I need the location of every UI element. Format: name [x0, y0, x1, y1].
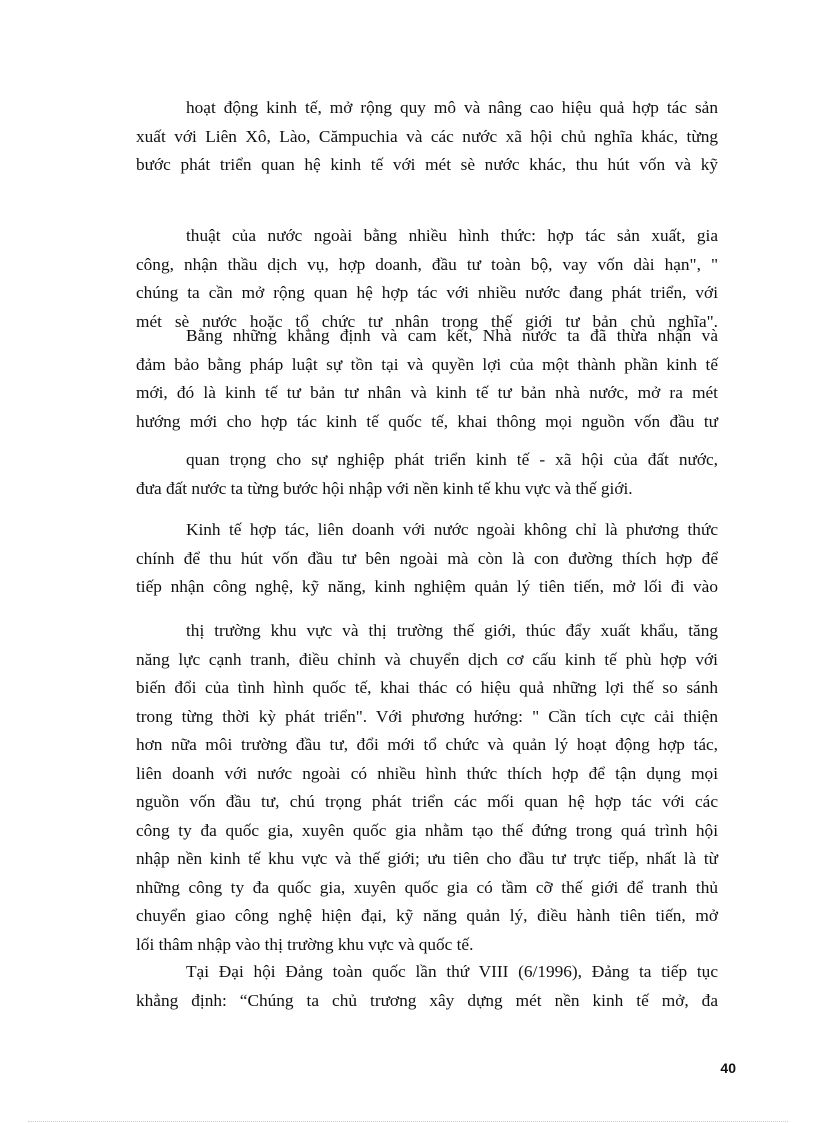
text-line: công, nhận thầu dịch vụ, hợp doanh, đầu tư toàn bộ, vay vốn dài hạn", " [136, 254, 718, 274]
text-line: thị trường khu vực và thị trường thế giới, thúc đẩy xuất khẩu, tăng [186, 621, 718, 640]
text-line: đưa đất nước ta từng bước hội nhập với nền kinh tế khu vực và thế giới. [136, 478, 633, 498]
text-line: liên doanh với nước ngoài có nhiều hình thức thích hợp để tận dụng mọi [136, 763, 718, 783]
text-line: mét sè nước hoặc tổ chức tư nhân trong thế giới tư bản chủ nghĩa". [136, 311, 718, 331]
text-line: Kinh tế hợp tác, liên doanh với nước ngoài không chỉ là phương thức [186, 520, 718, 539]
text-line: Bằng những khẳng định và cam kết, Nhà nước ta đã thừa nhận và [186, 326, 718, 345]
text-line: hướng mới cho hợp tác kinh tế quốc tế, khai thông mọi nguồn vốn đầu tư [136, 411, 718, 431]
paragraph-1 [136, 94, 718, 180]
page-number: 40 [720, 1060, 736, 1076]
text-line: nguồn vốn đầu tư, chú trọng phát triển các mối quan hệ hợp tác với các [136, 792, 718, 811]
text-line: khẳng định: “Chúng ta chủ trương xây dựng mét nền kinh tế mở, đa [136, 990, 718, 1010]
text-line: năng lực cạnh tranh, điều chỉnh và chuyển dịch cơ cấu kinh tế phù hợp với [136, 649, 718, 669]
text-line: chúng ta cần mở rộng quan hệ hợp tác với nhiều nước đang phát triển, với [136, 283, 718, 302]
paragraph-4 [136, 446, 718, 503]
text-line: quan trọng cho sự nghiệp phát triển kinh tế - xã hội của đất nước, [186, 450, 718, 469]
text-line: lối thâm nhập vào thị trường khu vực và quốc tế. [136, 934, 474, 954]
paragraph-3 [136, 322, 718, 436]
text-line: trong từng thời kỳ phát triển". Với phương hướng: " Cần tích cực cải thiện [136, 706, 718, 726]
text-line: những công ty đa quốc gia, xuyên quốc gia có tầm cỡ thế giới để tranh thủ [136, 877, 718, 897]
text-line: hoạt động kinh tế, mở rộng quy mô và nâng cao hiệu quả hợp tác sản [186, 98, 718, 117]
text-line: tiếp nhận công nghệ, kỹ năng, kinh nghiệm quản lý tiên tiến, mở lối đi vào [136, 577, 718, 596]
footer-divider [28, 1121, 788, 1122]
text-line: đảm bảo bằng pháp luật sự tồn tại và quyền lợi của một thành phần kinh tế [136, 354, 718, 374]
text-line: xuất với Liên Xô, Lào, Cămpuchia và các nước xã hội chủ nghĩa khác, từng [136, 126, 718, 146]
text-line: thuật của nước ngoài bằng nhiều hình thức: hợp tác sản xuất, gia [186, 226, 718, 245]
paragraph-6 [136, 617, 718, 959]
text-line: chuyển giao công nghệ hiện đại, kỹ năng quản lý, điều hành tiên tiến, mở [136, 906, 718, 925]
text-line: hơn nữa môi trường đầu tư, đổi mới tổ chức và quản lý hoạt động hợp tác, [136, 735, 718, 754]
text-line: chính để thu hút vốn đầu tư bên ngoài mà còn là con đường thích hợp để [136, 548, 718, 568]
paragraph-7 [136, 958, 718, 1015]
text-line: bước phát triển quan hệ kinh tế với mét sè nước khác, thu hút vốn và kỹ [136, 155, 718, 174]
text-line: Tại Đại hội Đảng toàn quốc lần thứ VIII (6/1996), Đảng ta tiếp tục [186, 962, 718, 981]
paragraph-5 [136, 516, 718, 602]
text-line: mới, đó là kinh tế tư bản tư nhân và kinh tế tư bản nhà nước, mở ra mét [136, 383, 718, 402]
text-line: công ty đa quốc gia, xuyên quốc gia nhằm tạo thế đứng trong quá trình hội [136, 820, 718, 840]
text-line: biến đổi của tình hình quốc tế, khai thác có hiệu quả những lợi thế so sánh [136, 678, 718, 697]
text-line: nhập nền kinh tế khu vực và thế giới; ưu tiên cho đầu tư trực tiếp, nhất là từ [136, 849, 718, 868]
paragraph-2 [136, 222, 718, 336]
